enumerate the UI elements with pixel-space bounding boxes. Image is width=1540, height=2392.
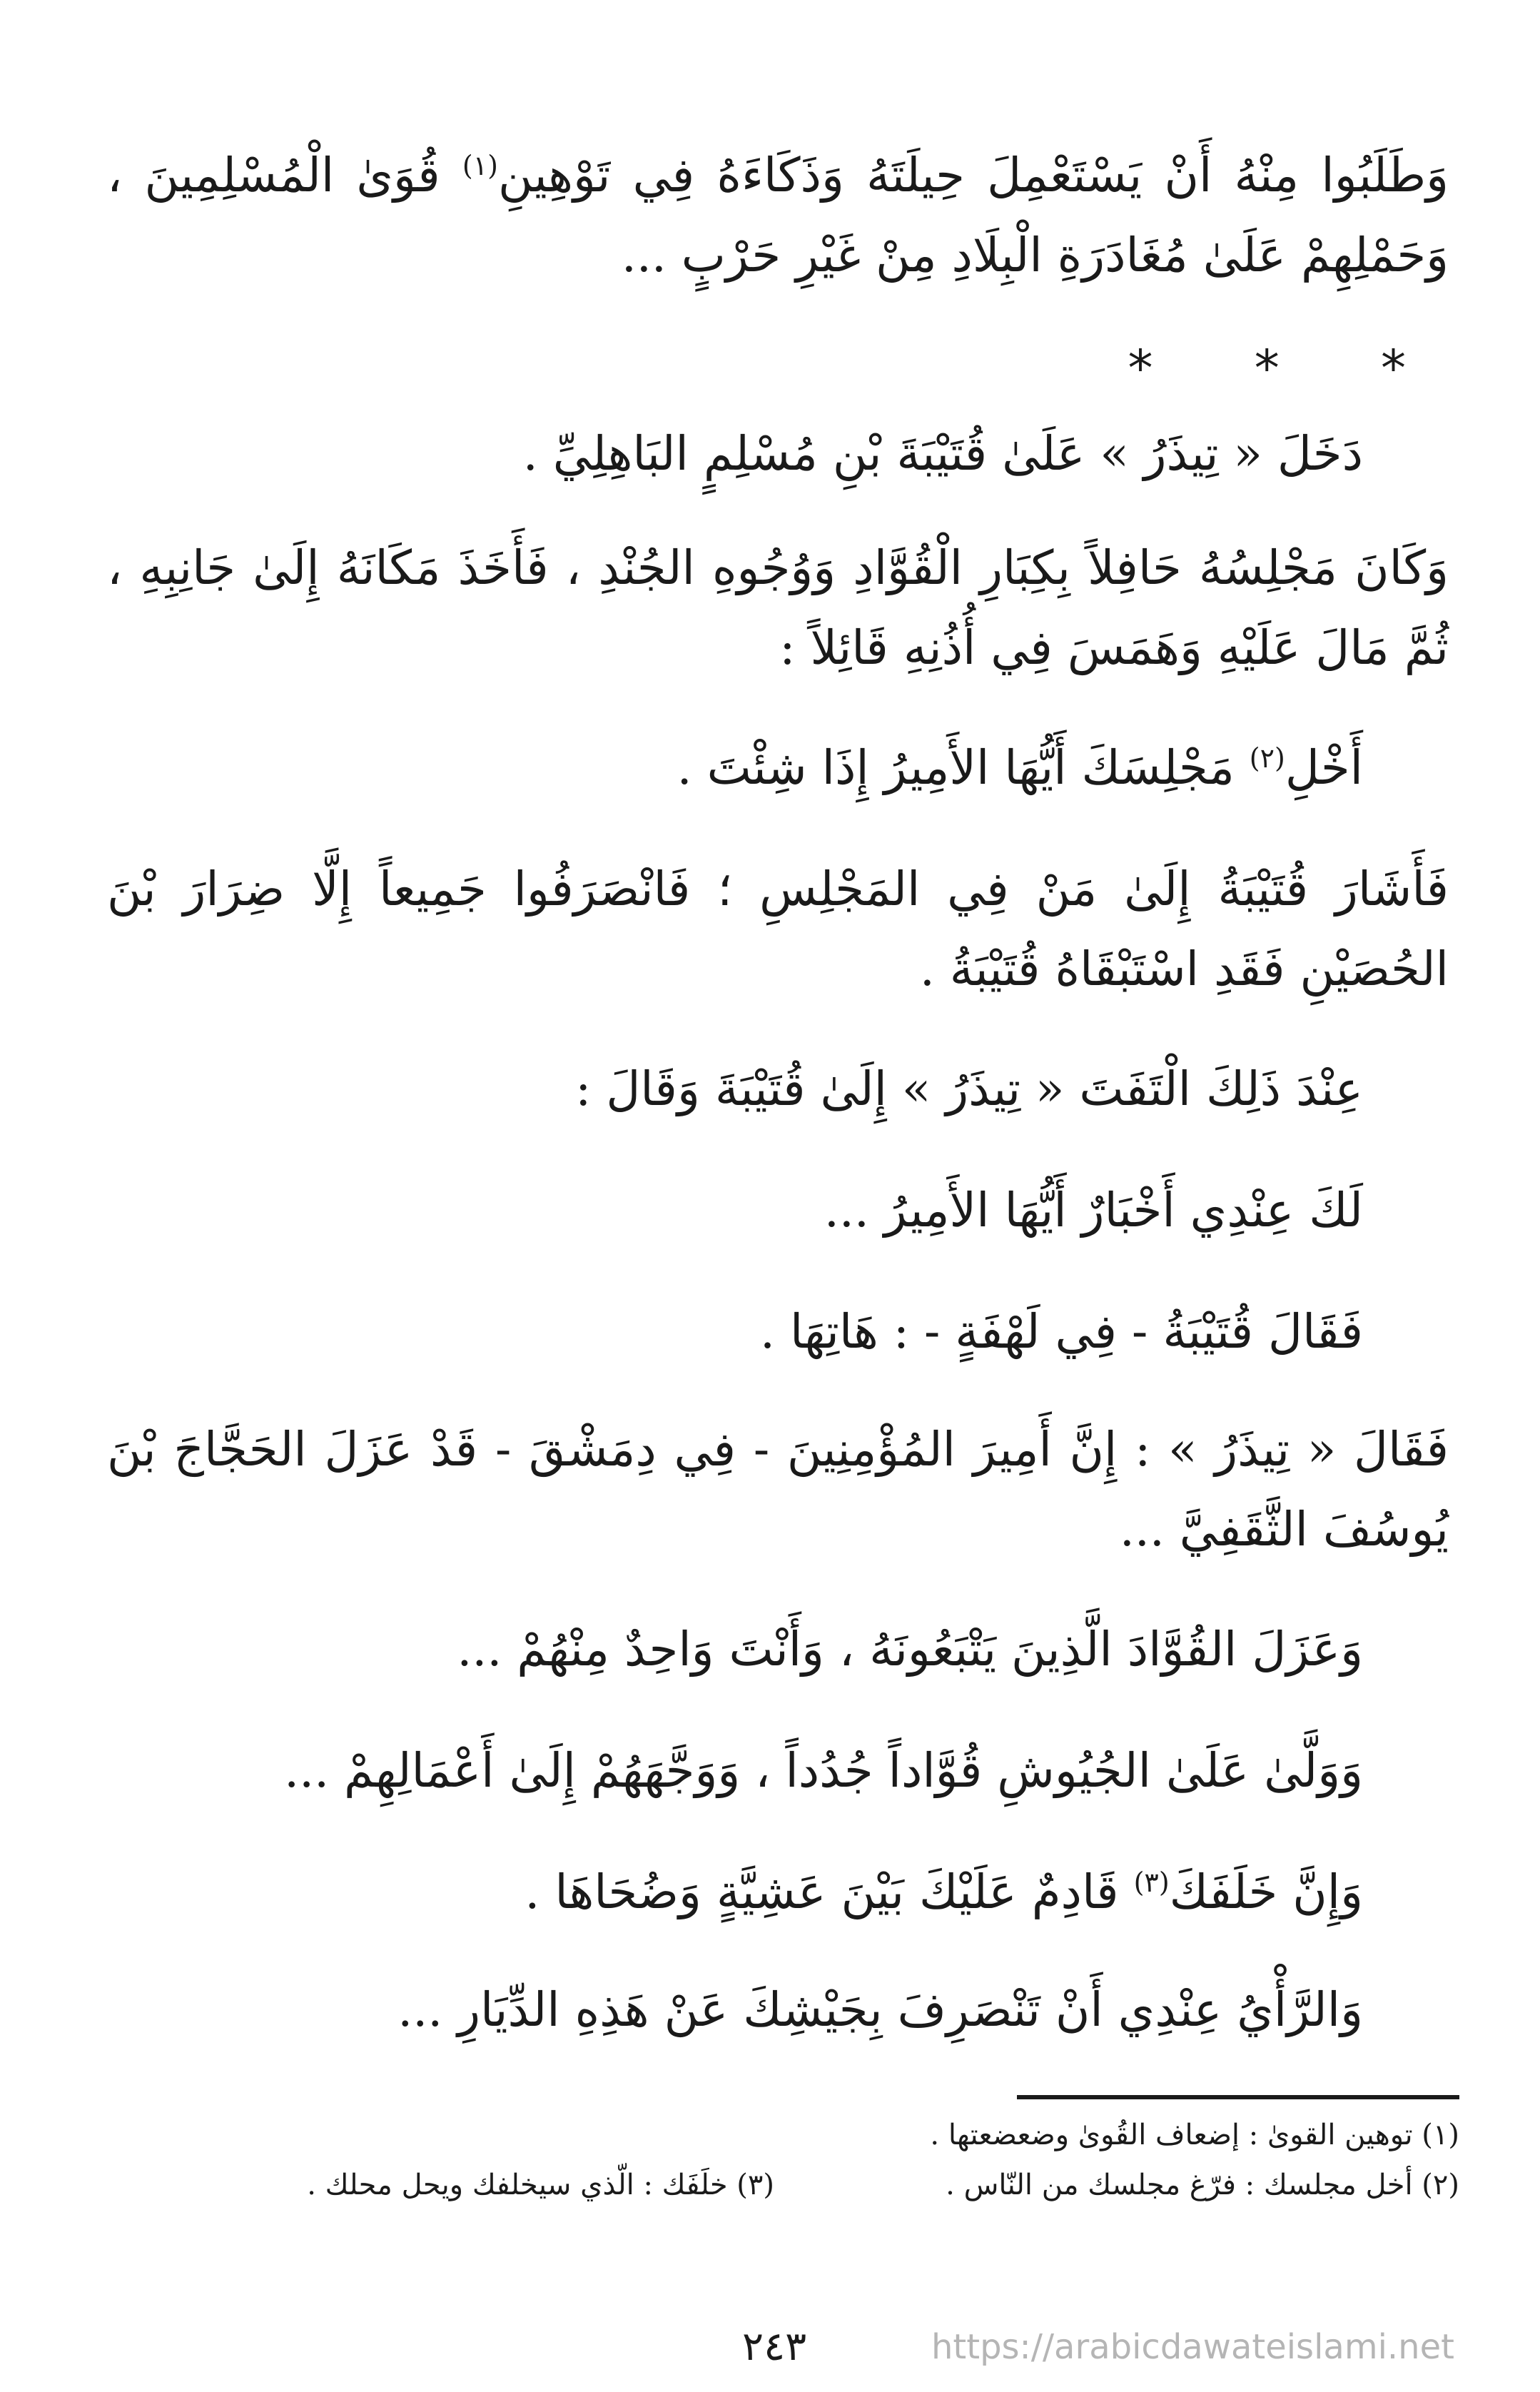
footnote-2: (٢) أخل مجلسك : فرّغ مجلسك من النّاس . [946,2169,1459,2201]
paragraph-6: عِنْدَ ذَلِكَ الْتَفَتَ « تِيذَرُ » إِلَىٰ قُتَيْبَةَ وَقَالَ : [575,1061,1363,1116]
footnote-divider [1017,2095,1459,2099]
page-number: ٢٤٣ [742,2323,807,2370]
paragraph-1 [107,136,1449,296]
footnote-ref-1[interactable]: (١) [462,150,498,181]
paragraph-7: لَكَ عِنْدِي أَخْبَارٌ أَيُّهَا الأَمِيرُ ... [824,1183,1363,1238]
paragraph-12 [107,1852,1449,1932]
paragraph-12-text: وَإِنَّ خَلَفَكَ [1169,1864,1363,1919]
paragraph-4-text-cont: مَجْلِسَكَ أَيُّهَا الأَمِيرُ إِذَا شِئْتَ . [677,740,1250,795]
footnote-3: (٣) خلَفَك : الّذي سيخلفك ويحل محلك . [307,2169,774,2201]
paragraph-8: فَقَالَ قُتَيْبَةُ - فِي لَهْفَةٍ - : هَاتِهَا . [759,1304,1363,1359]
footnote-1: (١) توهين القوىٰ : إضعاف القُوىٰ وضعضعتها . [930,2119,1459,2151]
paragraph-12-text-cont: قَادِمٌ عَلَيْكَ بَيْنَ عَشِيَّةٍ وَضُحَاهَا . [525,1864,1134,1919]
paragraph-10: وَعَزَلَ القُوَّادَ الَّذِينَ يَتْبَعُونَهُ ، وَأَنْتَ وَاحِدٌ مِنْهُمْ ... [457,1622,1363,1677]
paragraph-11: وَوَلَّىٰ عَلَىٰ الجُيُوشِ قُوَّاداً جُدُداً ، وَوَجَّهَهُمْ إِلَىٰ أَعْمَالِهِمْ ... [284,1743,1363,1798]
paragraph-4-text: أَخْلِ [1285,740,1363,795]
paragraph-3: وَكَانَ مَجْلِسُهُ حَافِلاً بِكِبَارِ الْقُوَّادِ وَوُجُوهِ الجُنْدِ ، فَأَخَذَ مَكَانَهُ إِلَىٰ جَانِبِهِ ، ثُمَّ مَالَ عَلَيْهِ وَهَمَسَ فِي أُذُنِهِ قَائِلاً : [107,540,1449,675]
paragraph-1-text: وَطَلَبُوا مِنْهُ أَنْ يَسْتَعْمِلَ حِيلَتَهُ وَذَكَاءَهُ فِي تَوْهِينِ [497,148,1449,203]
footnote-ref-3[interactable]: (٣) [1133,1867,1170,1898]
section-separator: * * * [1128,339,1449,398]
paragraph-1-text-cont: قُوَىٰ الْمُسْلِمِينَ ، وَحَمْلِهِمْ عَلَىٰ مُغَادَرَةِ الْبِلَادِ مِنْ غَيْرِ حَرْبٍ ... [107,148,1449,283]
paragraph-13: وَالرَّأْيُ عِنْدِي أَنْ تَنْصَرِفَ بِجَيْشِكَ عَنْ هَذِهِ الدِّيَارِ ... [397,1982,1363,2037]
paragraph-5: فَأَشَارَ قُتَيْبَةُ إِلَىٰ مَنْ فِي المَجْلِسِ ؛ فَانْصَرَفُوا جَمِيعاً إِلَّا ضِرَارَ بْنَ الحُصَيْنِ فَقَدِ اسْتَبْقَاهُ قُتَيْبَةُ . [107,862,1449,996]
paragraph-9: فَقَالَ « تِيذَرُ » : إِنَّ أَمِيرَ المُؤْمِنِينَ - فِي دِمَشْقَ - قَدْ عَزَلَ الحَجَّاجَ بْنَ يُوسُفَ الثَّقَفِيَّ ... [107,1422,1449,1557]
paragraph-4 [107,728,1449,808]
paragraph-2: دَخَلَ « تِيذَرُ » عَلَىٰ قُتَيْبَةَ بْنِ مُسْلِمٍ البَاهِلِيِّ . [522,426,1363,481]
footnote-ref-2[interactable]: (٢) [1249,742,1285,774]
watermark-url[interactable]: https://arabicdawateislami.net [931,2327,1454,2367]
